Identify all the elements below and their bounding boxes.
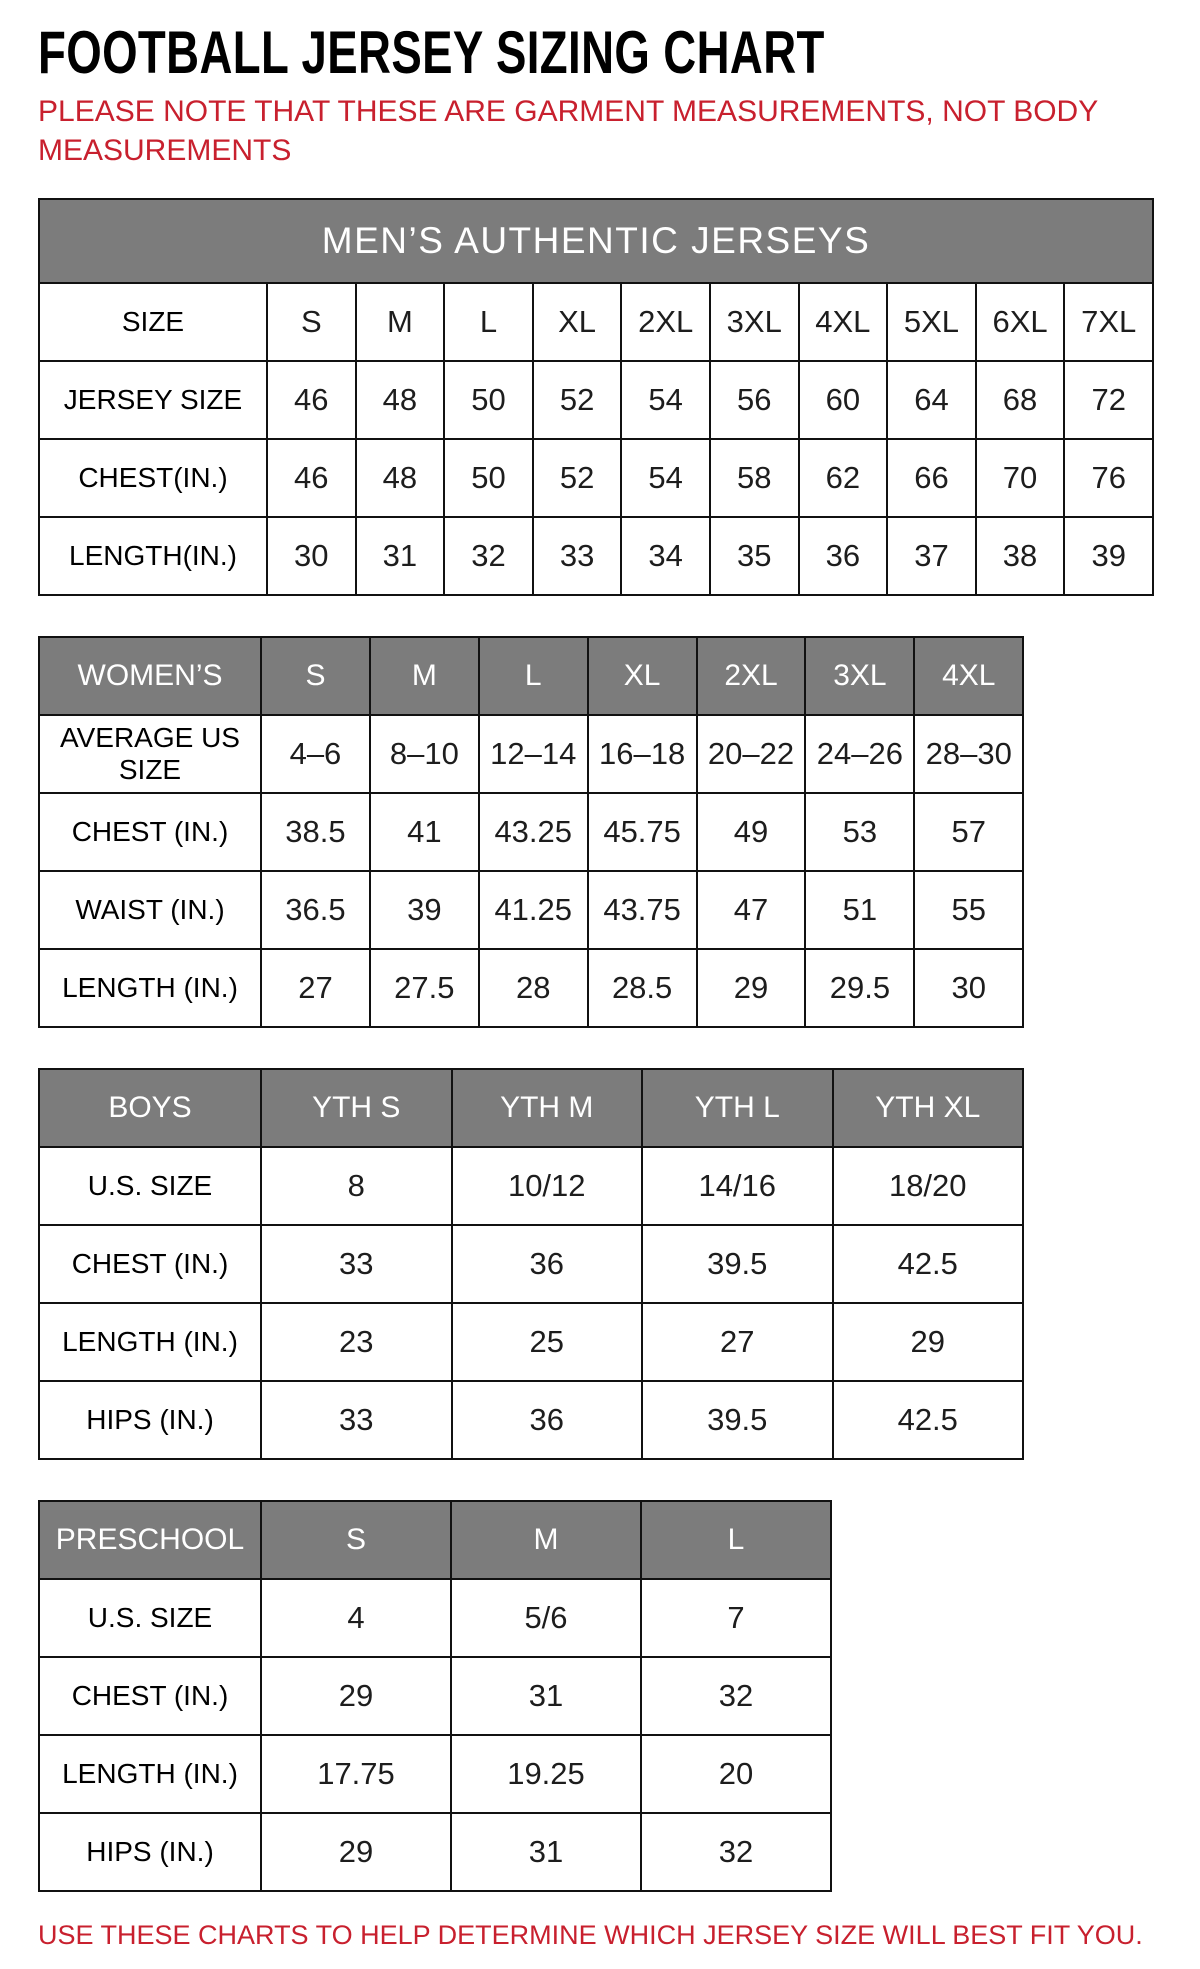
row-label: CHEST(IN.): [39, 439, 267, 517]
cell-value: 32: [641, 1657, 831, 1735]
cell-value: 31: [451, 1813, 641, 1891]
page-title-text: FOOTBALL JERSEY SIZING CHART: [38, 19, 825, 86]
mens-jerseys-table: [38, 198, 1154, 596]
preschool-table-body: [39, 1579, 831, 1891]
cell-value: 16–18: [588, 715, 697, 793]
cell-value: 49: [697, 793, 806, 871]
cell-value: 54: [621, 439, 710, 517]
cell-value: 28: [479, 949, 588, 1027]
cell-value: 7XL: [1064, 283, 1153, 361]
table-row: [39, 1225, 1023, 1303]
cell-value: 76: [1064, 439, 1153, 517]
cell-value: 28.5: [588, 949, 697, 1027]
cell-value: 33: [261, 1225, 452, 1303]
row-label: LENGTH (IN.): [39, 949, 261, 1027]
size-header-cell: YTH L: [642, 1069, 833, 1147]
cell-value: 50: [444, 361, 533, 439]
cell-value: 27: [642, 1303, 833, 1381]
cell-value: 36.5: [261, 871, 370, 949]
cell-value: 45.75: [588, 793, 697, 871]
row-label: HIPS (IN.): [39, 1381, 261, 1459]
cell-value: 24–26: [805, 715, 914, 793]
table-row: [39, 871, 1023, 949]
cell-value: 41.25: [479, 871, 588, 949]
womens-table-head: [39, 637, 1023, 715]
cell-value: 33: [261, 1381, 452, 1459]
cell-value: 17.75: [261, 1735, 451, 1813]
cell-value: 18/20: [833, 1147, 1024, 1225]
row-label: CHEST (IN.): [39, 1657, 261, 1735]
cell-value: 54: [621, 361, 710, 439]
cell-value: 31: [451, 1657, 641, 1735]
mens-table-head: [39, 199, 1153, 283]
row-label: SIZE: [39, 283, 267, 361]
table-row: [39, 1579, 831, 1657]
cell-value: 32: [444, 517, 533, 595]
cell-value: 39: [370, 871, 479, 949]
cell-value: 55: [914, 871, 1023, 949]
cell-value: 10/12: [452, 1147, 643, 1225]
garment-measurements-note: PLEASE NOTE THAT THESE ARE GARMENT MEASUREMENTS, NOT BODY MEASUREMENTS: [38, 95, 1098, 167]
cell-value: L: [444, 283, 533, 361]
cell-value: 23: [261, 1303, 452, 1381]
cell-value: 56: [710, 361, 799, 439]
cell-value: 66: [887, 439, 976, 517]
cell-value: 19.25: [451, 1735, 641, 1813]
cell-value: 29: [261, 1657, 451, 1735]
womens-header-row: [39, 637, 1023, 715]
size-header-cell: XL: [588, 637, 697, 715]
cell-value: 35: [710, 517, 799, 595]
size-header-cell: S: [261, 637, 370, 715]
size-header-cell: M: [451, 1501, 641, 1579]
cell-value: 29: [833, 1303, 1024, 1381]
row-label: CHEST (IN.): [39, 1225, 261, 1303]
cell-value: 20: [641, 1735, 831, 1813]
preschool-header-row: [39, 1501, 831, 1579]
row-label: WAIST (IN.): [39, 871, 261, 949]
cell-value: 41: [370, 793, 479, 871]
boys-header-row: [39, 1069, 1023, 1147]
womens-jerseys-table: [38, 636, 1024, 1028]
cell-value: 27: [261, 949, 370, 1027]
cell-value: 2XL: [621, 283, 710, 361]
table-title-cell: BOYS: [39, 1069, 261, 1147]
cell-value: XL: [533, 283, 622, 361]
table-row: [39, 1381, 1023, 1459]
row-label: CHEST (IN.): [39, 793, 261, 871]
cell-value: 5/6: [451, 1579, 641, 1657]
cell-value: 46: [267, 361, 356, 439]
row-label: JERSEY SIZE: [39, 361, 267, 439]
size-header-cell: 4XL: [914, 637, 1023, 715]
size-header-cell: 3XL: [805, 637, 914, 715]
cell-value: 52: [533, 439, 622, 517]
cell-value: 42.5: [833, 1381, 1024, 1459]
table-row: [39, 517, 1153, 595]
cell-value: 32: [641, 1813, 831, 1891]
cell-value: 43.75: [588, 871, 697, 949]
cell-value: 6XL: [976, 283, 1065, 361]
row-label: HIPS (IN.): [39, 1813, 261, 1891]
size-header-cell: YTH S: [261, 1069, 452, 1147]
cell-value: 51: [805, 871, 914, 949]
cell-value: 31: [356, 517, 445, 595]
cell-value: 29.5: [805, 949, 914, 1027]
cell-value: M: [356, 283, 445, 361]
cell-value: 4: [261, 1579, 451, 1657]
row-label: LENGTH (IN.): [39, 1735, 261, 1813]
cell-value: 27.5: [370, 949, 479, 1027]
table-row: [39, 283, 1153, 361]
size-header-cell: S: [261, 1501, 451, 1579]
cell-value: 39: [1064, 517, 1153, 595]
cell-value: 38: [976, 517, 1065, 595]
cell-value: 8–10: [370, 715, 479, 793]
cell-value: S: [267, 283, 356, 361]
cell-value: 60: [799, 361, 888, 439]
cell-value: 20–22: [697, 715, 806, 793]
table-row: [39, 1813, 831, 1891]
cell-value: 48: [356, 439, 445, 517]
cell-value: 30: [267, 517, 356, 595]
table-row: [39, 439, 1153, 517]
cell-value: 29: [261, 1813, 451, 1891]
cell-value: 29: [697, 949, 806, 1027]
cell-value: 39.5: [642, 1225, 833, 1303]
size-header-cell: YTH M: [452, 1069, 643, 1147]
cell-value: 8: [261, 1147, 452, 1225]
preschool-table-head: [39, 1501, 831, 1579]
size-header-cell: L: [641, 1501, 831, 1579]
size-header-cell: M: [370, 637, 479, 715]
row-label: AVERAGE US SIZE: [39, 715, 261, 793]
cell-value: 36: [452, 1225, 643, 1303]
cell-value: 39.5: [642, 1381, 833, 1459]
boys-table-body: [39, 1147, 1023, 1459]
cell-value: 53: [805, 793, 914, 871]
table-title-cell: WOMEN’S: [39, 637, 261, 715]
size-header-cell: L: [479, 637, 588, 715]
mens-table-banner: MEN’S AUTHENTIC JERSEYS: [39, 199, 1153, 283]
size-header-cell: 2XL: [697, 637, 806, 715]
cell-value: 7: [641, 1579, 831, 1657]
cell-value: 52: [533, 361, 622, 439]
cell-value: 70: [976, 439, 1065, 517]
cell-value: 48: [356, 361, 445, 439]
cell-value: 36: [452, 1381, 643, 1459]
table-row: [39, 1303, 1023, 1381]
cell-value: 4–6: [261, 715, 370, 793]
table-title-cell: PRESCHOOL: [39, 1501, 261, 1579]
row-label: U.S. SIZE: [39, 1147, 261, 1225]
cell-value: 38.5: [261, 793, 370, 871]
table-row: [39, 361, 1153, 439]
page-title: [38, 19, 1160, 86]
cell-value: 3XL: [710, 283, 799, 361]
cell-value: 72: [1064, 361, 1153, 439]
table-row: [39, 1735, 831, 1813]
cell-value: 50: [444, 439, 533, 517]
cell-value: 4XL: [799, 283, 888, 361]
womens-table-body: [39, 715, 1023, 1027]
cell-value: 36: [799, 517, 888, 595]
cell-value: 12–14: [479, 715, 588, 793]
cell-value: 46: [267, 439, 356, 517]
cell-value: 14/16: [642, 1147, 833, 1225]
row-label: U.S. SIZE: [39, 1579, 261, 1657]
cell-value: 42.5: [833, 1225, 1024, 1303]
boys-jerseys-table: [38, 1068, 1024, 1460]
table-row: [39, 1657, 831, 1735]
mens-table-body: [39, 283, 1153, 595]
table-row: [39, 949, 1023, 1027]
table-row: [39, 793, 1023, 871]
cell-value: 33: [533, 517, 622, 595]
mens-banner-row: [39, 199, 1153, 283]
preschool-jerseys-table: [38, 1500, 832, 1892]
fit-advice-note: USE THESE CHARTS TO HELP DETERMINE WHICH JERSEY SIZE WILL BEST FIT YOU.: [38, 1919, 1143, 1950]
table-row: [39, 1147, 1023, 1225]
row-label: LENGTH(IN.): [39, 517, 267, 595]
cell-value: 43.25: [479, 793, 588, 871]
boys-table-head: [39, 1069, 1023, 1147]
cell-value: 68: [976, 361, 1065, 439]
cell-value: 47: [697, 871, 806, 949]
cell-value: 58: [710, 439, 799, 517]
cell-value: 57: [914, 793, 1023, 871]
row-label: LENGTH (IN.): [39, 1303, 261, 1381]
cell-value: 30: [914, 949, 1023, 1027]
cell-value: 28–30: [914, 715, 1023, 793]
table-row: [39, 715, 1023, 793]
cell-value: 34: [621, 517, 710, 595]
cell-value: 37: [887, 517, 976, 595]
cell-value: 25: [452, 1303, 643, 1381]
size-header-cell: YTH XL: [833, 1069, 1024, 1147]
cell-value: 64: [887, 361, 976, 439]
cell-value: 5XL: [887, 283, 976, 361]
cell-value: 62: [799, 439, 888, 517]
